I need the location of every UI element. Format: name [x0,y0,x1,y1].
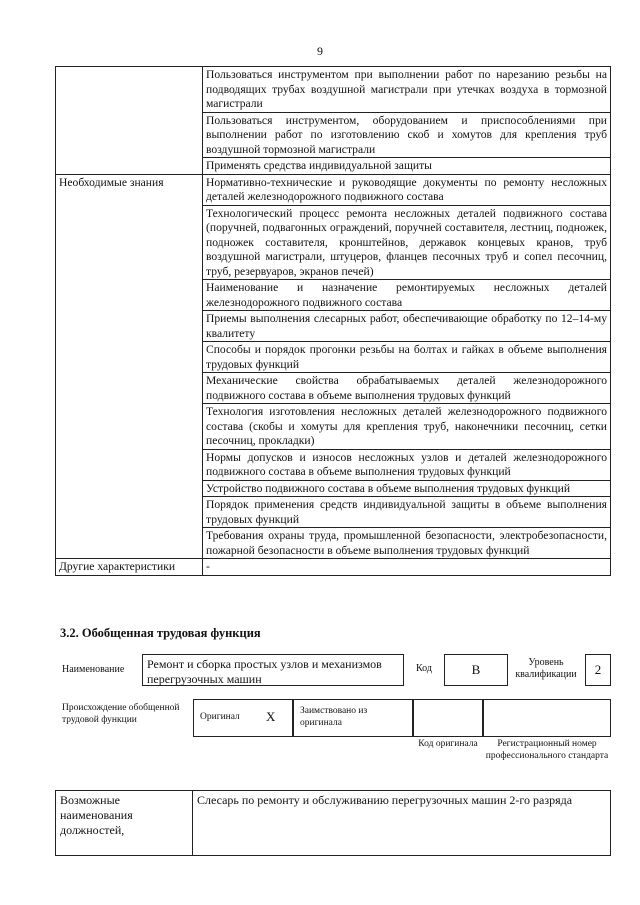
row-text: - [203,559,611,576]
row-label [56,480,203,497]
row-text: Применять средства индивидуальной защиты [203,158,611,175]
table-row [56,528,611,559]
row-text: Технология изготовления несложных деталей железнодорожного подвижного состава (скобы и хомуты для крепления труб, наконечники песочниц, сетки песочниц, прокладки) [203,404,611,450]
reg-number-caption: Регистрационный номер профессионального стандарта [485,739,609,761]
row-text: Механические свойства обрабатываемых деталей железнодорожного подвижного состава в объеме выполнения трудовых функций [203,373,611,404]
borrowed-cell [293,699,413,737]
table-row [56,449,611,480]
row-text: Нормативно-технические и руководящие документы по ремонту несложных деталей железнодорожного подвижного состава [203,174,611,205]
original-cell [193,699,293,737]
row-text: Наименование и назначение ремонтируемых несложных деталей железнодорожного подвижного состава [203,280,611,311]
row-text: Способы и порядок прогонки резьбы на болтах и гайках в объеме выполнения трудовых функций [203,342,611,373]
section-heading: 3.2. Обобщенная трудовая функция [60,626,261,640]
table-row [56,791,611,856]
row-text: Нормы допусков и износов несложных узлов и деталей железнодорожного подвижного состава в объеме выполнения трудовых функций [203,449,611,480]
table-row [56,280,611,311]
function-name-box [142,654,404,686]
original-mark: X [266,709,276,724]
borrowed-label: Заимствовано из оригинала [300,706,368,728]
table-row [56,342,611,373]
row-label [56,280,203,311]
row-text: Устройство подвижного состава в объеме выполнения трудовых функций [203,480,611,497]
code-original-caption: Код оригинала [418,739,478,749]
row-text: Порядок применения средств индивидуальной защиты в объеме выполнения трудовых функций [203,497,611,528]
table-row [56,205,611,280]
reg-number-cell [483,699,611,737]
origin-label: Происхождение обобщенной трудовой функции [62,703,180,725]
positions-value: Слесарь по ремонту и обслуживанию перегрузочных машин 2-го разряда [193,791,611,856]
positions-label: Возможные наименования должностей, [56,791,193,856]
qualification-level-label: Уровень квалификации [515,657,577,680]
table-row [56,373,611,404]
row-label [56,404,203,450]
row-text: Пользоваться инструментом при выполнении работ по нарезанию резьбы на подводящих трубах воздушной магистрали при утечках воздуха в тормозной магистрали [203,67,611,113]
row-label [56,311,203,342]
code-original-cell [413,699,483,737]
row-label [56,497,203,528]
page-number: 9 [317,44,323,58]
row-label [56,67,203,113]
row-label-required-knowledge: Необходимые знания [56,174,203,205]
table-row [56,158,611,175]
table-row [56,174,611,205]
table-row [56,112,611,158]
row-label [56,373,203,404]
name-label: Наименование [62,664,125,675]
table-row [56,480,611,497]
row-label [56,205,203,280]
table-row [56,404,611,450]
row-label [56,112,203,158]
table-row [56,67,611,113]
row-text: Пользоваться инструментом, оборудованием и приспособлениями при выполнении работ по изготовлению скоб и хомутов для крепления труб воздушной тормозной магистрали [203,112,611,158]
positions-table [55,790,611,856]
code-label: Код [416,663,432,674]
skills-knowledge-table [55,66,611,576]
row-label [56,449,203,480]
row-text: Приемы выполнения слесарных работ, обеспечивающие обработку по 12–14-му квалитету [203,311,611,342]
row-label [56,342,203,373]
original-label: Оригинал [200,712,240,722]
table-row [56,559,611,576]
code-value-box [444,654,508,686]
row-label [56,528,203,559]
row-text: Технологический процесс ремонта несложных деталей подвижного состава (поручней, подвагонных ограждений, поручней составителя, лестниц, подножек, подножек составителя, кронштейнов, державок концевых кранов, труб воздушной магистрали, штуцеров, фланцев песочных труб и сопел песочниц, труб, резервуаров, экранов печей) [203,205,611,280]
row-label [56,158,203,175]
code-value: B [471,662,481,677]
function-name-value: Ремонт и сборка простых узлов и механизмов перегрузочных машин [147,657,382,686]
qualification-level-box [585,654,611,686]
qualification-level-value: 2 [594,662,602,677]
table-row [56,311,611,342]
table-row [56,497,611,528]
row-label-other-characteristics: Другие характеристики [56,559,203,576]
row-text: Требования охраны труда, промышленной безопасности, электробезопасности, пожарной безопасности в объеме выполнения трудовых функций [203,528,611,559]
